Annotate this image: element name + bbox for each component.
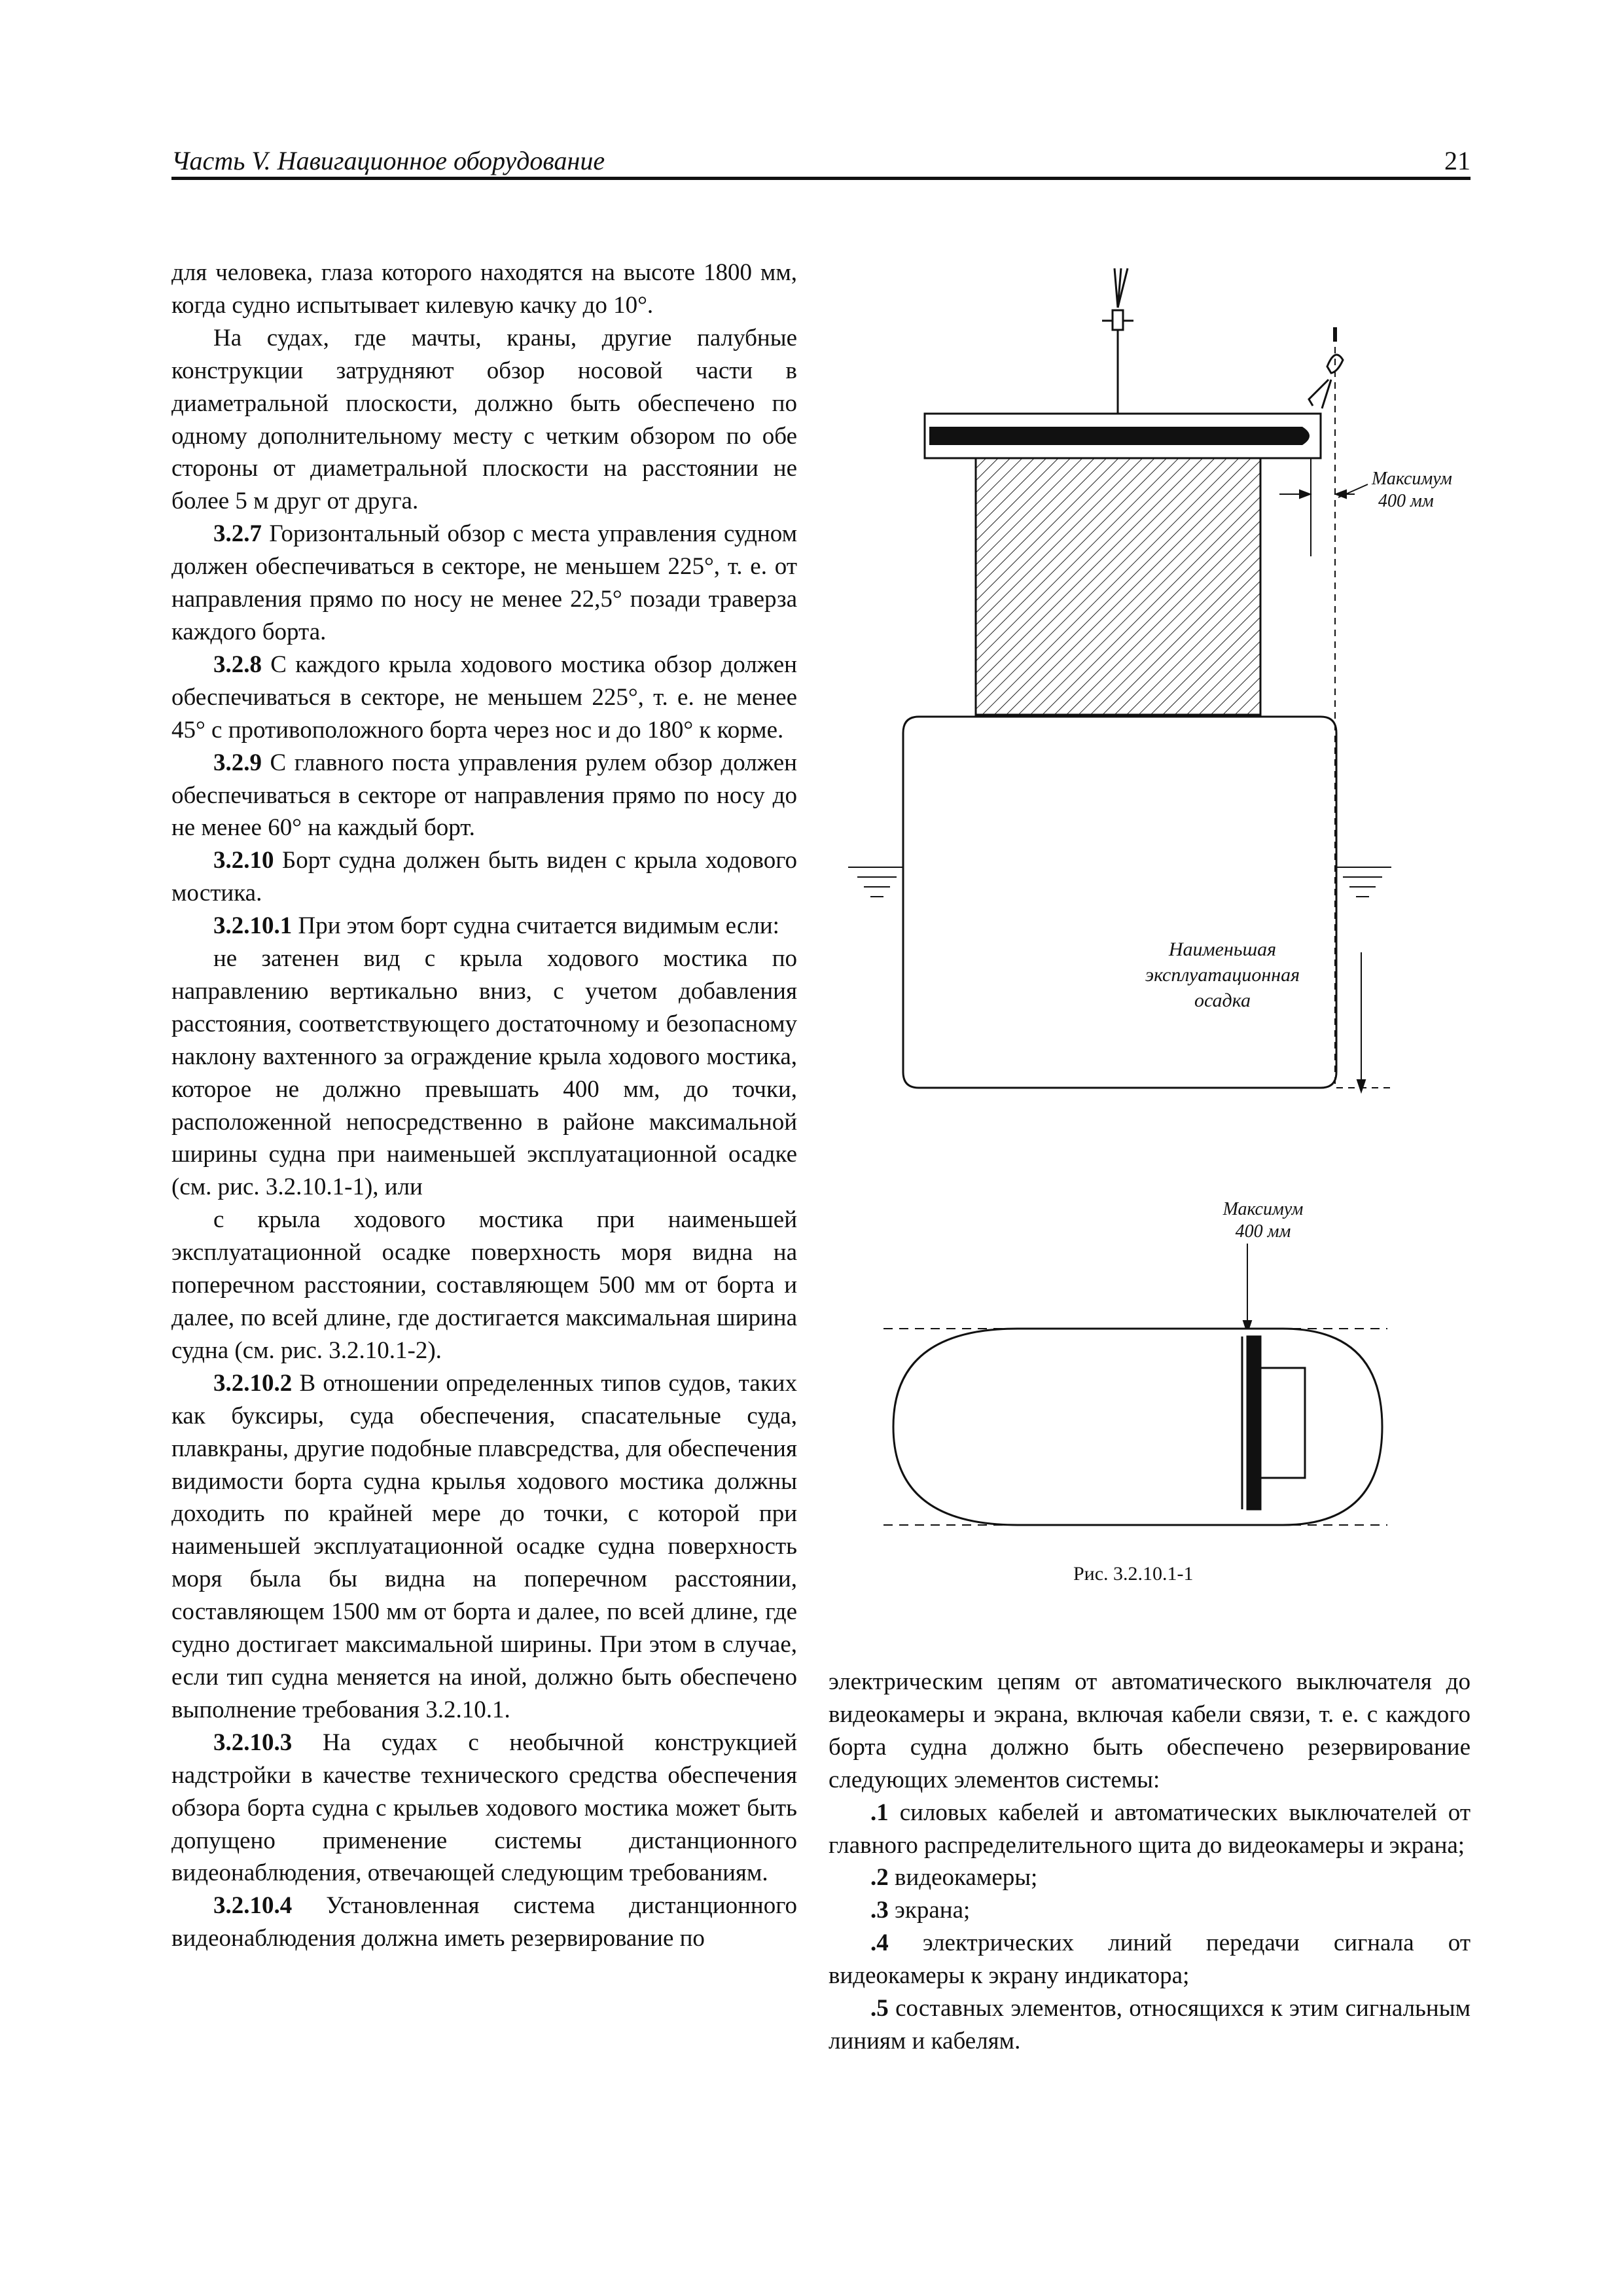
clause-number: 3.2.7 (213, 520, 262, 548)
page-number: 21 (1444, 146, 1471, 175)
bridge-wing (925, 414, 1321, 458)
clause-number: 3.2.10 (213, 847, 274, 874)
paragraph: 3.2.10.2 В отношении определенных типов судов, таких как буксиры, суда обеспечения, спасательные суда, плавкраны, другие подобные плавсредства, для обеспечения видимости борта судна крылья ходового мостика должны доходить по крайней мере до точки, с которой при наименьшей эксплуатационной осадке судна поверхность моря была бы видна на поперечном расстоянии, составляющем 1500 мм от борта и далее, по всей длине, где судно достигает максимальной ширины. При этом в случае, если тип судна меняется на иной, должно быть обеспечено выполнение требования 3.2.10.1. (171, 1369, 797, 1723)
svg-text:эксплуатационная: эксплуатационная (1145, 964, 1300, 986)
label-draft (1106, 929, 1327, 1022)
svg-text:осадка: осадка (1194, 990, 1251, 1011)
item-number: .2 (870, 1864, 889, 1892)
paragraph: На судах, где мачты, краны, другие палубные конструкции затрудняют обзор носовой части в диаметральной плоскости, должно быть обеспечено по одному дополнительному месту с четким обзором по обе стороны от диаметральной плоскости на расстоянии не более 5 м друг от друга. (171, 324, 797, 515)
paragraph: 3.2.8 С каждого крыла ходового мостика обзор должен обеспечиваться в секторе, не меньшем 225°, т. е. не менее 45° с противоположного борта через нос и до 180° к корме. (171, 651, 797, 744)
paragraph: 3.2.7 Горизонтальный обзор с места управления судном должен обеспечиваться в секторе, не меньшем 225°, т. е. от направления прямо по носу не менее 22,5° позади траверза каждого борта. (171, 520, 797, 645)
paragraph: электрическим цепям от автоматического выключателя до видеокамеры и экрана, включая кабели связи, т. е. с каждого борта судна должно быть обеспечено резервирование следующих элементов системы: (829, 1668, 1471, 1793)
svg-text:Наименьшая: Наименьшая (1168, 939, 1277, 960)
item-number: .4 (870, 1929, 889, 1957)
clause-number: 3.2.10.4 (213, 1892, 293, 1920)
lookout-figure (1309, 327, 1343, 408)
item-number: .3 (870, 1897, 889, 1924)
clause-number: 3.2.8 (213, 651, 262, 678)
label-max-plan: Максимум (1222, 1199, 1304, 1219)
clause-number: 3.2.9 (213, 749, 262, 776)
item-number: .5 (870, 1995, 889, 2022)
paragraph: 3.2.9 С главного поста управления рулем обзор должен обеспечиваться в секторе от направления прямо по носу до не менее 60° на каждый борт. (171, 749, 797, 842)
hull-plan-view (893, 1329, 1382, 1525)
paragraph: для человека, глаза которого находятся на высоте 1800 мм, когда судно испытывает килевую качку до 10°. (171, 259, 797, 319)
list-item: .2 видеокамеры; (870, 1864, 1038, 1892)
label-max-plan-value: 400 мм (1235, 1221, 1291, 1242)
dimension-arrows-top (1279, 484, 1368, 498)
paragraph: 3.2.10 Борт судна должен быть виден с крыла ходового мостика. (171, 847, 797, 907)
item-number: .1 (870, 1799, 889, 1826)
paragraph: 3.2.10.3 На судах с необычной конструкцией надстройки в качестве технического средства обеспечения обзора борта судна с крыльев ходового мостика может быть допущено применение системы дистанционного видеонаблюдения, отвечающей следующим требованиям. (171, 1729, 797, 1887)
left-text-column (171, 257, 797, 1955)
waterline-left (848, 867, 903, 897)
clause-number: 3.2.10.2 (213, 1369, 293, 1397)
waterline-right (1336, 867, 1391, 897)
page-header (171, 145, 1471, 179)
list-item: .5 составных элементов, относящихся к этим сигнальным линиям и кабелям. (829, 1995, 1471, 2054)
paragraph: с крыла ходового мостика при наименьшей эксплуатационной осадке поверхность моря видна на поперечном расстоянии, составляющем 500 мм от борта и далее, по всей длине, где достигается максимальная ширина судна (см. рис. 3.2.10.1-2). (171, 1206, 797, 1364)
list-item: .4 электрических линий передачи сигнала от видеокамеры к экрану индикатора; (829, 1929, 1471, 1990)
label-max-top: Максимум (1372, 469, 1452, 489)
running-title: Часть V. Навигационное оборудование (171, 146, 605, 175)
label-max-top-value: 400 мм (1378, 491, 1434, 511)
header-rule (171, 177, 1471, 180)
list-item: .3 экрана; (870, 1897, 971, 1924)
right-text-column (829, 1666, 1471, 2058)
superstructure-hatched (976, 458, 1260, 715)
clause-number: 3.2.10.3 (213, 1729, 293, 1756)
list-item: .1 силовых кабелей и автоматических выключателей от главного распределительного щита до видеокамеры и экрана; (829, 1799, 1471, 1859)
paragraph: 3.2.10.1 При этом борт судна считается видимым если: (213, 912, 779, 940)
figure-ship-visibility (831, 259, 1452, 1620)
paragraph: не затенен вид с крыла ходового мостика по направлению вертикально вниз, с учетом добавления расстояния, соответствующего достаточному и безопасному наклону вахтенного за ограждение крыла ходового мостика, которое не должно превышать 400 мм, до точки, расположенной непосредственно в районе максимальной ширины судна при наименьшей эксплуатационной осадке (см. рис. 3.2.10.1-1), или (171, 945, 797, 1201)
clause-number: 3.2.10.1 (213, 912, 293, 940)
figure-caption: Рис. 3.2.10.1-1 (1073, 1563, 1194, 1585)
paragraph: 3.2.10.4 Установленная система дистанционного видеонаблюдения должна иметь резервирование по (171, 1892, 797, 1952)
antenna-mast (1102, 268, 1133, 414)
hull-section (903, 717, 1336, 1088)
